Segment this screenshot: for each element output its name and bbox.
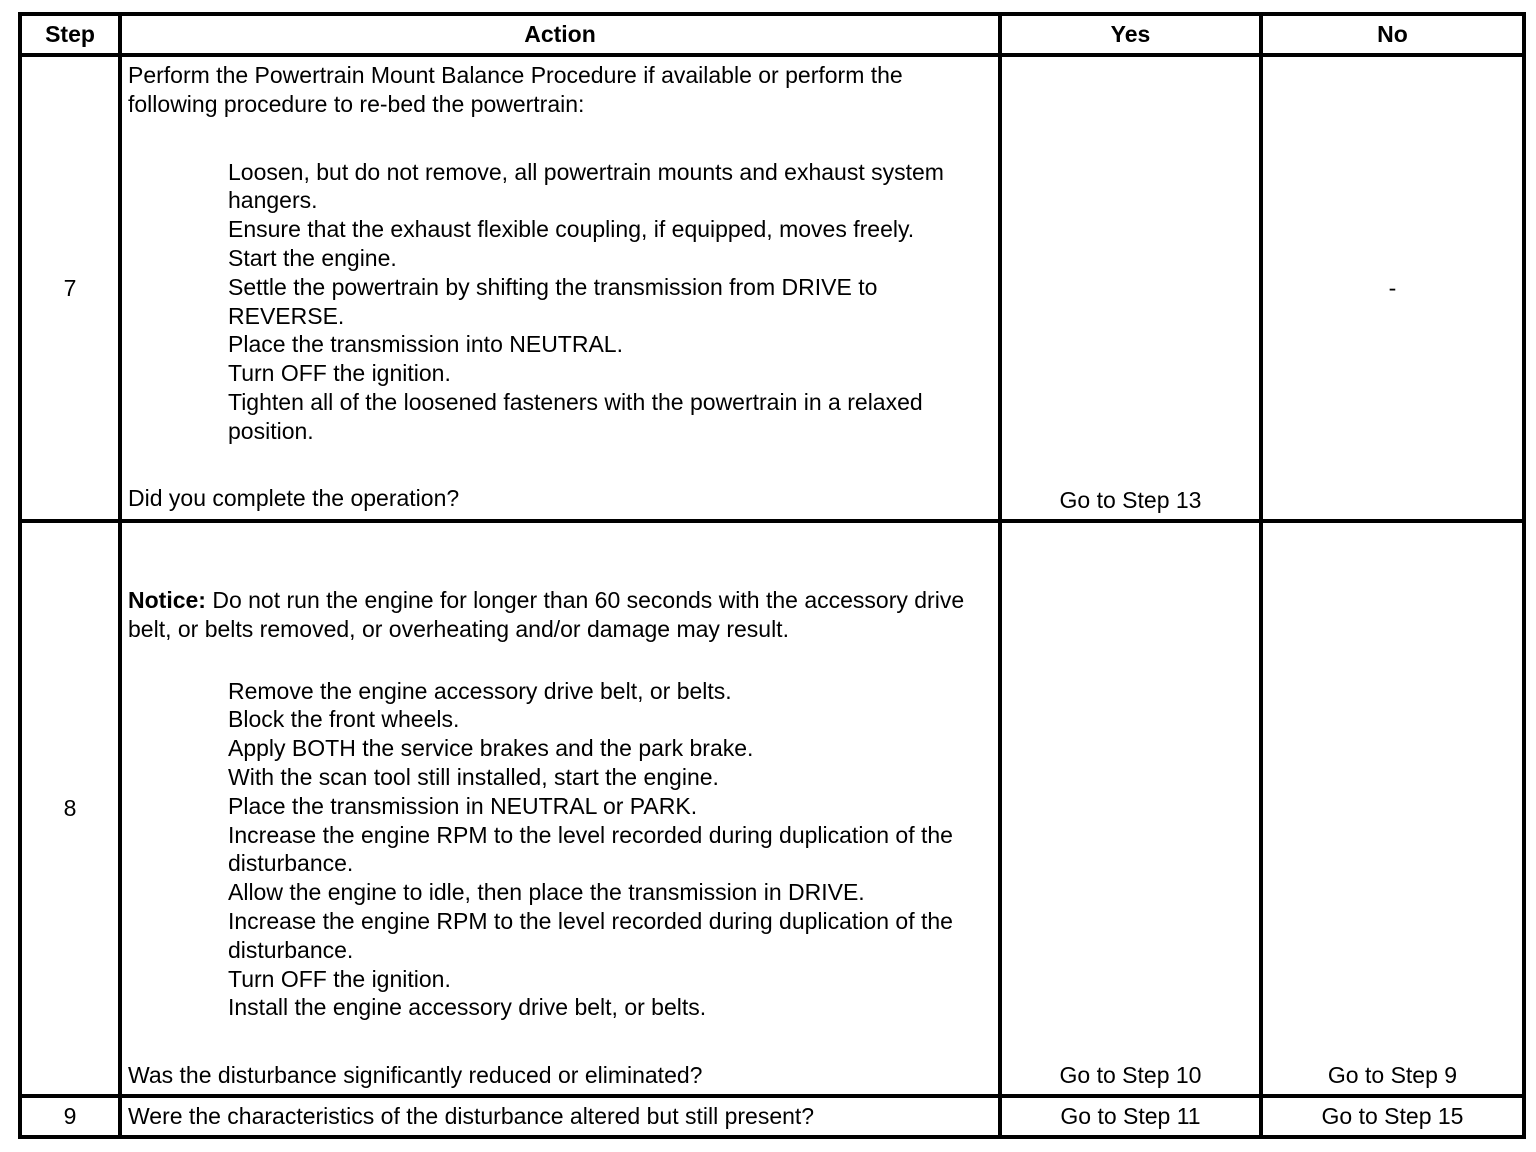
action-cell [120,55,1000,521]
list-item: Place the transmission into NEUTRAL. [228,331,623,358]
list-item: With the scan tool still installed, start the engine. [228,763,719,790]
step-number: 9 [20,1096,120,1137]
diagnostic-table [18,12,1526,1139]
notice-paragraph [128,586,990,644]
no-link[interactable]: Go to Step 9 [1261,521,1524,1096]
yes-link[interactable]: Go to Step 13 [1000,55,1261,521]
action-cell [120,521,1000,1096]
no-link[interactable]: Go to Step 15 [1261,1096,1524,1137]
list-item: Block the front wheels. [228,706,460,733]
list-item: Turn OFF the ignition. [228,360,451,387]
list-item: Remove the engine accessory drive belt, or belts. [228,677,732,704]
substep-list [128,158,990,446]
step-question: Did you complete the operation? [128,484,460,511]
list-item: Apply BOTH the service brakes and the park brake. [228,735,754,762]
header-row [20,14,1524,55]
notice-text: Do not run the engine for longer than 60 seconds with the accessory drive belt, or belts removed, or overheating and/or damage may result. [128,587,965,642]
list-item: Tighten all of the loosened fasteners with the powertrain in a relaxed position. [228,388,923,444]
header-step: Step [20,14,120,55]
table-row-step-7 [20,55,1524,521]
list-item: Increase the engine RPM to the level recorded during duplication of the disturbance. [228,821,953,877]
yes-link[interactable]: Go to Step 11 [1000,1096,1261,1137]
table-row-step-8 [20,521,1524,1096]
list-item: Settle the powertrain by shifting the transmission from DRIVE to REVERSE. [228,273,878,329]
list-item: Ensure that the exhaust flexible coupling, if equipped, moves freely. [228,216,915,243]
step-question: Was the disturbance significantly reduced or eliminated? [128,1062,703,1089]
notice-label: Notice: [128,587,206,613]
header-action: Action [120,14,1000,55]
list-item: Allow the engine to idle, then place the transmission in DRIVE. [228,879,865,906]
step-number: 7 [20,55,120,521]
yes-link[interactable]: Go to Step 10 [1000,521,1261,1096]
substep-list [128,677,990,1023]
step-intro: Perform the Powertrain Mount Balance Procedure if available or perform the following procedure to re-bed the powertrain: [128,62,903,117]
list-item: Loosen, but do not remove, all powertrain mounts and exhaust system hangers. [228,158,944,214]
no-value: - [1261,55,1524,521]
list-item: Start the engine. [228,244,397,271]
list-item: Install the engine accessory drive belt, or belts. [228,994,707,1021]
list-item: Place the transmission in NEUTRAL or PARK. [228,792,698,819]
header-no: No [1261,14,1524,55]
table-row-step-9 [20,1096,1524,1137]
step-question: Were the characteristics of the disturbance altered but still present? [120,1096,1000,1137]
header-yes: Yes [1000,14,1261,55]
step-number: 8 [20,521,120,1096]
list-item: Increase the engine RPM to the level recorded during duplication of the disturbance. [228,907,953,963]
list-item: Turn OFF the ignition. [228,965,451,992]
